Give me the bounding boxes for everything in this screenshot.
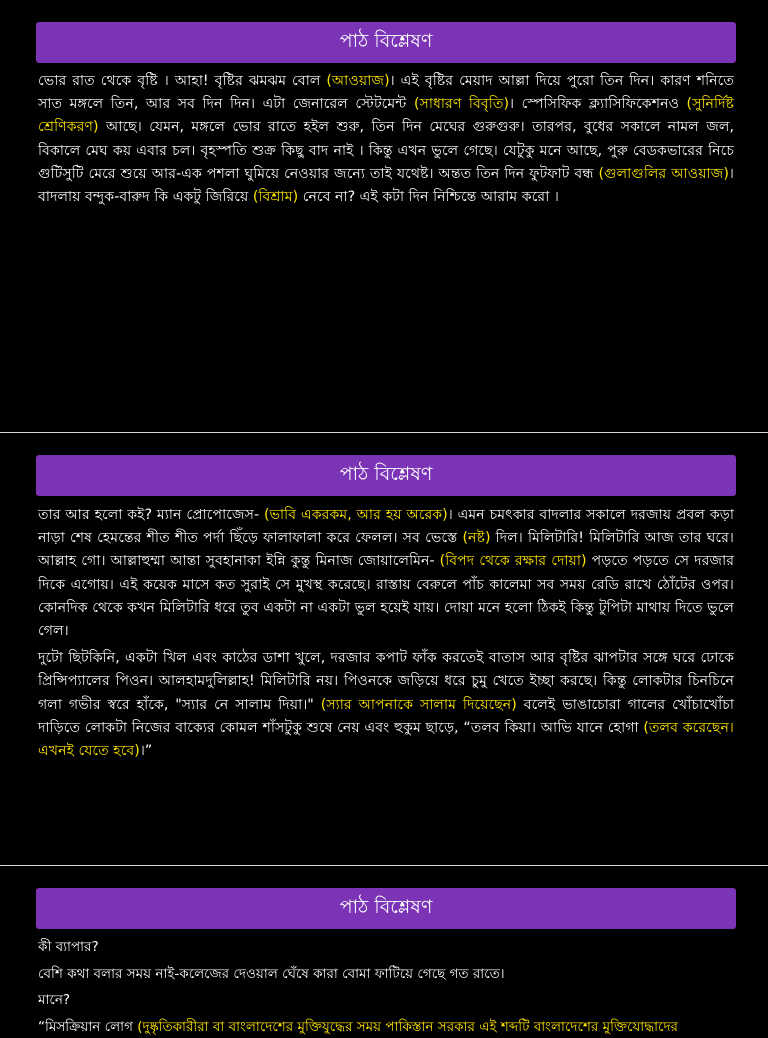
section-heading: পাঠ বিশ্লেষণ (340, 893, 433, 925)
text-segment: ভোর রাত থেকে বৃষ্টি । আহা! বৃষ্টির ঝমঝম বোল (38, 73, 326, 89)
text-segment: মানে? (38, 992, 70, 1008)
gloss-highlight: (ভাবি একরকম, আর হয় অরেক) (264, 507, 448, 523)
text-segment: তার আর হলো কই? ম্যান প্রোপোজেস- (38, 507, 264, 523)
gloss-highlight: (দুষ্কৃতিকারীরা বা বাংলাদেশের মুক্তিযুদ্ধের সময় পাকিস্তান সরকার এই শব্দটি বাংলাদেশের মুক্তিযোদ্ধাদের (137, 1019, 678, 1035)
passage-text (38, 936, 734, 1038)
gloss-highlight: (সাধারণ বিবৃতি) (414, 96, 509, 112)
text-segment: । স্পেসিফিক ক্ল্যাসিফিকেশনও (509, 96, 687, 112)
slide-2 (0, 433, 768, 865)
gloss-highlight: (বিশ্রাম) (253, 189, 298, 205)
text-segment: । বাদলায় বন্দুক-বারুদ কি একটু জিরিয়ে (38, 166, 734, 205)
gloss-highlight: (গুলাগুলির আওয়াজ) (598, 166, 728, 182)
paragraph (38, 504, 734, 643)
gloss-highlight: (নষ্ট) (462, 530, 490, 546)
text-segment: । এমন চমৎকার বাদলার সকালে দরজায় প্রবল কড়া নাড়া শেষ হেমন্তের শীত শীত পর্দা ছিঁড়ে ফালাফালা করে ফেলল। সব ভেস্তে (38, 507, 734, 546)
section-heading-banner (36, 455, 736, 496)
text-segment: বেশি কথা বলার সময় নাই-কলেজের দেওয়াল ঘেঁষে কারা বোমা ফাটিয়ে গেছে গত রাতে। (38, 966, 505, 982)
section-heading-banner (36, 22, 736, 63)
paragraph (38, 936, 734, 959)
section-heading: পাঠ বিশ্লেষণ (340, 460, 433, 492)
slide-3 (0, 866, 768, 1024)
paragraph (38, 963, 734, 986)
slide-1 (0, 0, 768, 432)
section-heading: পাঠ বিশ্লেষণ (340, 27, 433, 59)
text-segment: নেবে না? এই কটা দিন নিশ্চিন্তে আরাম করো । (298, 189, 559, 205)
text-segment: কী ব্যাপার? (38, 939, 99, 955)
gloss-highlight: (তলব করেছেন। এখনই যেতে হবে) (38, 720, 734, 759)
gloss-highlight: (সুনির্দিষ্ট শ্রেণিকরণ) (38, 96, 734, 135)
text-segment: দুটো ছিটকিনি, একটা খিল এবং কাঠের ডাশা খুলে, দরজার কপাট ফাঁক করতেই বাতাস আর বৃষ্টির ঝাপটার সঙ্গে ঘরে ঢোকে প্রিন্সিপ্যালের পিওন। আলহামদুলিল্লাহ! মিলিটারি নয়। পিওনকে জড়িয়ে ধরে চুমু খেতে ইচ্ছা করছে। কিন্তু লোকটার চিনচিনে গলা গভীর স্বরে হাঁকে, "স্যার নে সালাম দিয়া।" (38, 650, 734, 712)
section-heading-banner (36, 888, 736, 929)
text-segment: আছে। যেমন, মঙ্গলে ভোর রাতে হইল শুরু, তিন দিন মেঘের গুরুগুরু। তারপর, বুধের সকালে নামল জল, বিকালে মেঘ কয় এবার চল। বৃহস্পতি শুক্র কিছু বাদ নাই । কিন্তু এখন ভুলে গেছে। যেটুকু মনে আছে, পুরু বেডকভারের নিচে গুটিসুটি মেরে শুয়ে আর-এক পশলা ঘুমিয়ে নেওয়ার জন্যে তাই যথেষ্ট। অন্তত তিন দিন ফুটফাট বন্ধ (38, 119, 734, 181)
paragraph (38, 1016, 734, 1038)
text-segment: ।” (140, 743, 152, 759)
paragraph (38, 989, 734, 1012)
passage-text (38, 504, 734, 763)
gloss-highlight: (স্যার আপনাকে সালাম দিয়েছেন) (321, 697, 517, 713)
paragraph (38, 70, 734, 209)
text-segment: । এই বৃষ্টির মেয়াদ আল্লা দিয়ে পুরো তিন দিন। কারণ শনিতে সাত মঙ্গলে তিন, আর সব দিন দিন। এটা জেনারেল স্টেটমেন্ট (38, 73, 734, 112)
gloss-highlight: (বিপদ থেকে রক্ষার দোয়া) (440, 553, 587, 569)
gloss-highlight: (আওয়াজ) (326, 73, 389, 89)
paragraph (38, 647, 734, 763)
text-segment: পড়তে পড়তে সে দরজার দিকে এগোয়। এই কয়েক মাসে কত সুরাই সে মুখস্থ করেছে। রাস্তায় বেরুলে পাঁচ কালেমা সব সময় রেডি রাখে ঠোঁটের ওপর। কোনদিক থেকে কখন মিলিটারি ধরে তুব একটা না একটা ভুল হয়েই যায়। দোয়া মনে হলো ঠিকই কিন্তু টুপিটা মাথায় দিতে ভুলে গেল। (38, 553, 734, 639)
passage-text (38, 70, 734, 209)
text-segment: দিল। মিলিটারি! মিলিটারি আজ তার ঘরে। আল্লাহ গো। আল্লাহুম্মা আন্তা সুবহানাকা ইন্নি কুন্তু মিনাজ জোয়ালেমিন- (38, 530, 734, 569)
text-segment: “মিসক্রিয়ান লোগ (38, 1019, 137, 1035)
text-segment: বলেই ভাঙাচোরা গালের খোঁচাখোঁচা দাড়িতে লোকটা নিজের বাক্যের কোমল শাঁসটুকু শুষে নেয় এবং হুকুম ছাড়ে, “তলব কিয়া। আভি যানে হোগা (38, 697, 734, 736)
